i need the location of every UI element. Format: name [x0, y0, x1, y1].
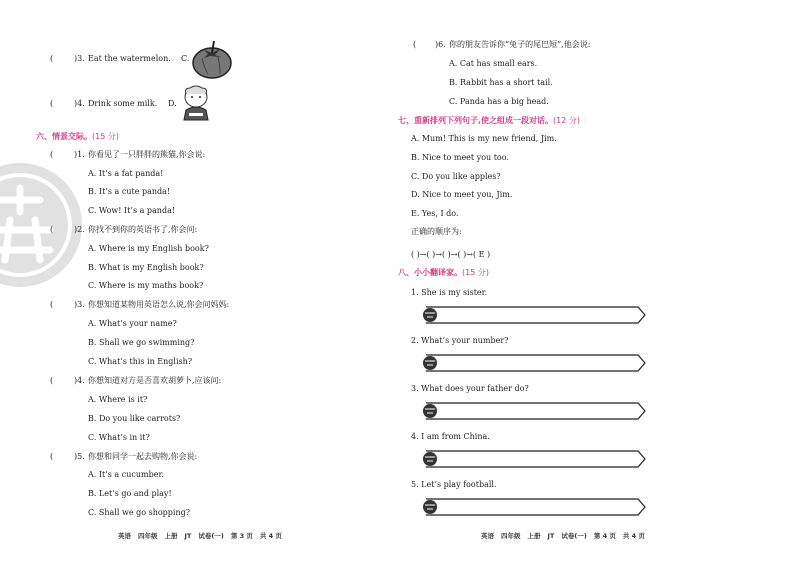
option-a: A. It’s a fat panda! — [88, 169, 164, 178]
option-b: B. It’s a cute panda! — [88, 187, 171, 196]
section-title: 七、重新排列下列句子,使之组成一段对话。(12 分) — [398, 116, 581, 125]
translation-prompt: 4. I am from China. — [411, 432, 490, 441]
order-answer-line[interactable]: ( )→( )→( )→( )→( E ) — [411, 250, 491, 259]
order-label: 正确的顺序为: — [411, 227, 462, 236]
option-a: A. It’s a cucumber. — [88, 470, 164, 479]
watermark-stamp-icon — [0, 160, 85, 290]
option-c: C. Wow! It’s a panda! — [88, 206, 176, 215]
answer-paren[interactable]: ( — [50, 300, 54, 309]
option-b: B. What is my English book? — [88, 263, 204, 272]
option-c: C. Panda has a big head. — [449, 97, 549, 106]
answer-paren[interactable]: ( — [50, 99, 54, 108]
option-a: A. Where is my English book? — [88, 244, 209, 253]
answer-writing-bar[interactable] — [418, 401, 648, 421]
translation-prompt: 1. She is my sister. — [411, 288, 488, 297]
tomato-icon — [190, 38, 234, 80]
question-text: 你想知道某物用英语怎么说,你会问妈妈: — [88, 300, 230, 309]
answer-paren[interactable]: ( — [50, 54, 54, 63]
answer-paren[interactable]: ( — [413, 40, 417, 49]
option-b: B. Shall we go swimming? — [88, 338, 195, 347]
answer-paren[interactable]: ( — [50, 452, 54, 461]
answer-writing-bar[interactable] — [418, 449, 648, 469]
option-b: B. Rabbit has a short tail. — [449, 78, 553, 87]
option-a: A. What’s your name? — [88, 319, 177, 328]
question-number: )4. — [74, 99, 85, 108]
question-number: )2. — [74, 225, 85, 234]
answer-writing-bar[interactable] — [418, 305, 648, 325]
section-title: 八、小小翻译家。(15 分) — [398, 268, 489, 277]
picture-option-label: D. — [168, 99, 177, 108]
picture-option-label: C. — [181, 54, 190, 63]
question-text: 你的朋友告诉你“兔子的尾巴短”,他会说: — [449, 40, 591, 49]
option-a: A. Cat has small ears. — [449, 59, 538, 68]
question-text: 你想和同学一起去购物,你会说: — [88, 452, 198, 461]
question-text: Eat the watermelon. — [88, 54, 171, 63]
dialogue-sentence: A. Mum! This is my new friend, Jim. — [411, 134, 557, 143]
dialogue-sentence: E. Yes, I do. — [411, 209, 459, 218]
question-number: )4. — [74, 376, 85, 385]
translation-prompt: 2. What’s your number? — [411, 336, 509, 345]
dialogue-sentence: C. Do you like apples? — [411, 172, 501, 181]
girl-drinking-milk-icon — [180, 84, 212, 124]
dialogue-sentence: B. Nice to meet you too. — [411, 153, 509, 162]
question-number: )3. — [74, 54, 85, 63]
option-c: C. Where is my maths book? — [88, 281, 204, 290]
question-text: 你找不到你的英语书了,你会问: — [88, 225, 198, 234]
question-number: )5. — [74, 452, 85, 461]
answer-paren[interactable]: ( — [50, 225, 54, 234]
answer-writing-bar[interactable] — [418, 497, 648, 517]
dialogue-sentence: D. Nice to meet you, Jim. — [411, 190, 513, 199]
page-footer: 英语 四年级 上册 JT 试卷(一) 第 3 页 共 4 页 — [118, 532, 282, 540]
question-number: )3. — [74, 300, 85, 309]
option-c: C. What’s this in English? — [88, 357, 193, 366]
answer-paren[interactable]: ( — [50, 150, 54, 159]
translation-prompt: 3. What does your father do? — [411, 384, 529, 393]
option-b: B. Do you like carrots? — [88, 414, 181, 423]
question-number: )6. — [435, 40, 446, 49]
option-a: A. Where is it? — [88, 395, 148, 404]
section-title: 六、情景交际。(15 分) — [36, 132, 119, 141]
option-b: B. Let’s go and play! — [88, 489, 172, 498]
translation-prompt: 5. Let’s play football. — [411, 480, 497, 489]
question-number: )1. — [74, 150, 85, 159]
answer-paren[interactable]: ( — [50, 376, 54, 385]
question-text: Drink some milk. — [88, 99, 158, 108]
question-text: 你看见了一只胖胖的熊猫,你会说: — [88, 150, 206, 159]
answer-writing-bar[interactable] — [418, 353, 648, 373]
option-c: C. What’s in it? — [88, 433, 150, 442]
page-footer: 英语 四年级 上册 JT 试卷(一) 第 4 页 共 4 页 — [481, 532, 645, 540]
question-text: 你想知道对方是否喜欢胡萝卜,应该问: — [88, 376, 222, 385]
option-c: C. Shall we go shopping? — [88, 508, 191, 517]
